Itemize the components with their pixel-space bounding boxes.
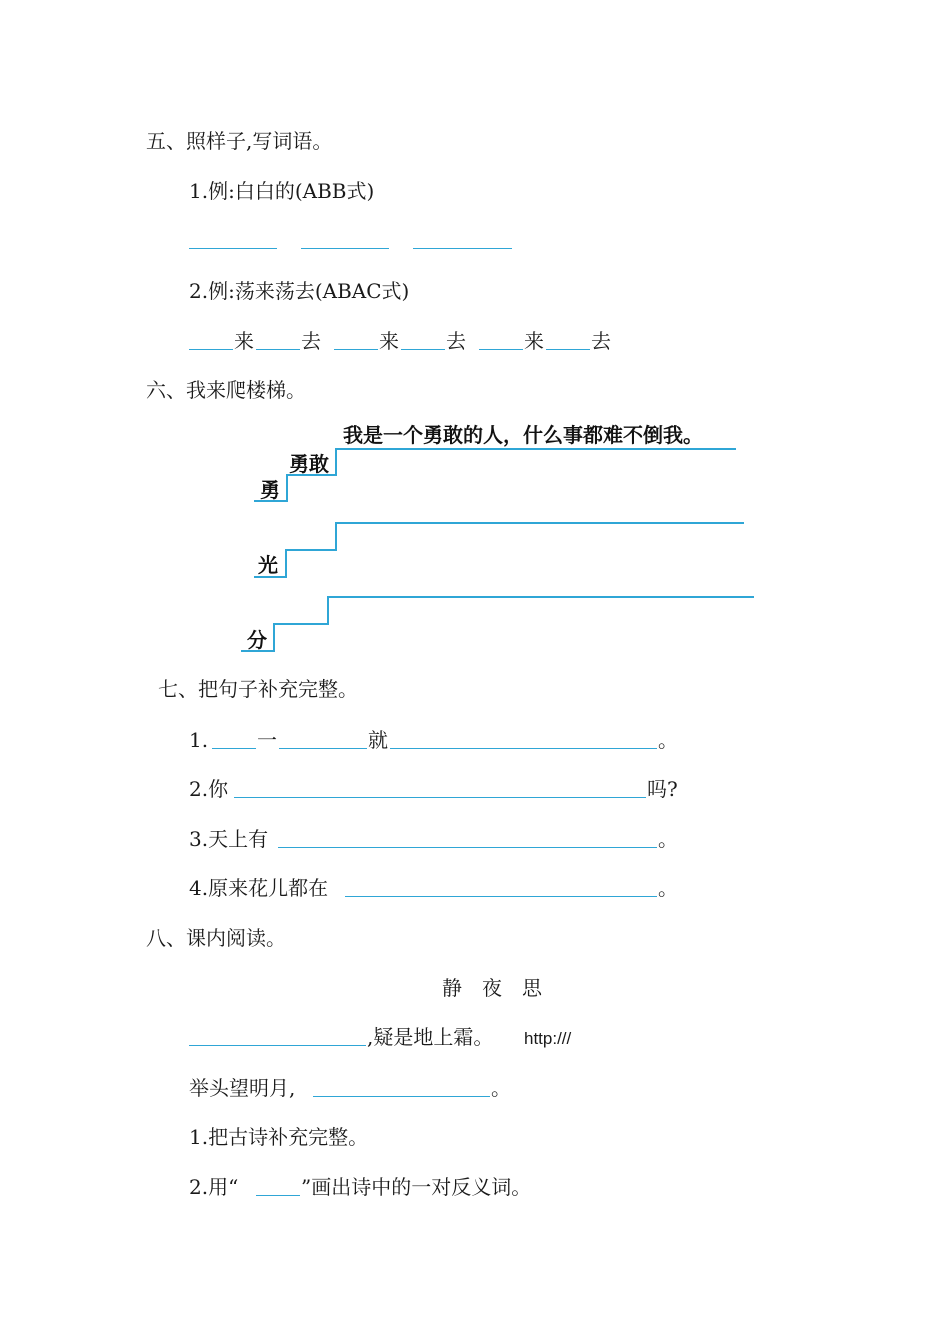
s7-q1-yi: 一: [257, 728, 277, 752]
s7-q1-jiu: 就: [368, 728, 388, 752]
stair1-sentence: 我是一个勇敢的人，什么事都难不倒我。: [343, 423, 703, 447]
stair1-word2: 勇敢: [289, 452, 329, 476]
s7-q1-end: 。: [658, 728, 678, 752]
section5-heading: 五、照样子,写词语。: [146, 129, 333, 153]
poem-line2-end: 。: [491, 1076, 511, 1100]
s7-q3-end: 。: [658, 827, 678, 851]
poem-line1-end: ,疑是地上霜。: [367, 1025, 494, 1049]
section6-heading: 六、我来爬楼梯。: [146, 378, 306, 402]
abac-lai-1: 来: [234, 329, 254, 353]
s7-q3-blank[interactable]: [278, 847, 657, 848]
stair-3-line: [241, 597, 754, 651]
abac-qu-2: 去: [446, 329, 466, 353]
s7-q4-end: 。: [658, 876, 678, 900]
s7-q2-blank[interactable]: [234, 797, 646, 798]
s8-q2-end: ”画出诗中的一对反义词。: [301, 1175, 532, 1199]
abac-qu-1: 去: [301, 329, 321, 353]
s7-q1-blank-1[interactable]: [212, 748, 256, 749]
s7-q3-start: 3.天上有: [189, 827, 269, 851]
stair-2-line: [254, 523, 744, 577]
section5-q2-example: 2.例:荡来荡去(ABAC式): [189, 279, 410, 303]
abac-lai-3: 来: [524, 329, 544, 353]
section8-heading: 八、课内阅读。: [146, 926, 286, 950]
section7-heading: 七、把句子补充完整。: [158, 677, 358, 701]
abac-qu-3: 去: [591, 329, 611, 353]
s7-q4-blank[interactable]: [345, 896, 657, 897]
s8-q2-underline-sample: [256, 1195, 300, 1196]
stair1-word1: 勇: [260, 478, 280, 502]
s7-q2-end: 吗?: [647, 777, 678, 801]
s7-q1-blank-3[interactable]: [390, 748, 657, 749]
s7-q2-start: 2.你: [189, 777, 229, 801]
poem-line2-blank[interactable]: [313, 1096, 490, 1097]
s7-q4-start: 4.原来花儿都在: [189, 876, 329, 900]
s7-q1-num: 1.: [189, 728, 209, 752]
s7-q1-blank-2[interactable]: [279, 748, 367, 749]
s8-q2-start: 2.用“: [189, 1175, 239, 1199]
poem-line1-blank[interactable]: [189, 1045, 366, 1046]
poem-line2-start: 举头望明月,: [189, 1076, 296, 1100]
section5-q1-example: 1.例:白白的(ABB式): [189, 179, 375, 203]
poem-title: 静 夜 思: [442, 976, 542, 1000]
abac-lai-2: 来: [379, 329, 399, 353]
stair2-word1: 光: [258, 553, 278, 577]
s8-q1: 1.把古诗补充完整。: [189, 1125, 369, 1149]
stair3-word1: 分: [247, 628, 267, 652]
watermark-text: http:///: [524, 1029, 572, 1048]
